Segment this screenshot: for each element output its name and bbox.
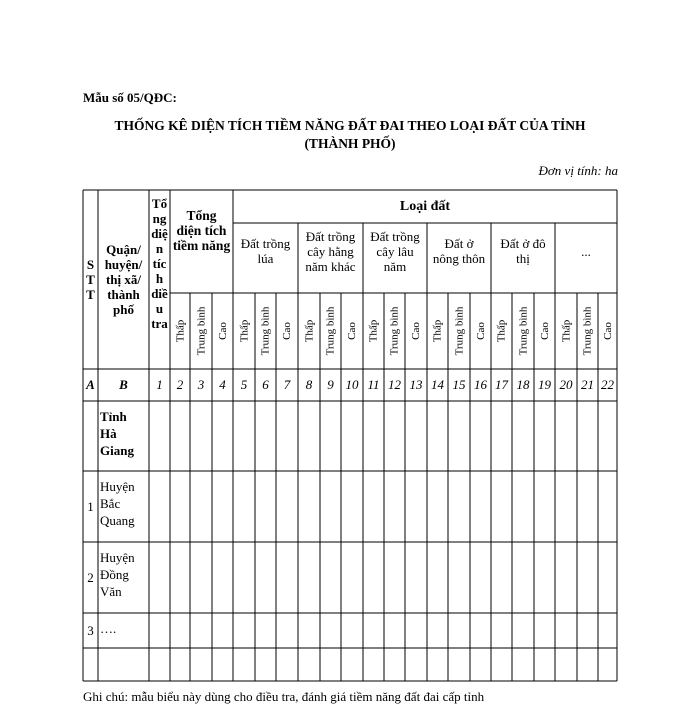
index-cell-B: B	[119, 377, 128, 392]
header-level-label: Thấp	[495, 319, 508, 343]
header-level-20	[577, 293, 598, 369]
header-level-11	[384, 293, 405, 369]
header-level-7	[298, 293, 320, 369]
header-level-label: Cao	[601, 322, 614, 340]
index-cell-16: 16	[474, 377, 487, 392]
header-level-12	[405, 293, 427, 369]
row-stt: 1	[87, 498, 94, 514]
header-level-8	[320, 293, 341, 369]
header-level-17	[512, 293, 534, 369]
index-cell-6: 6	[262, 377, 269, 392]
header-level-label: Thấp	[367, 319, 380, 343]
header-level-label: Cao	[345, 322, 358, 340]
header-category-1: Đất trồng lúa	[240, 236, 291, 266]
index-cell-18: 18	[516, 377, 530, 392]
header-category-5: Đất ở đô thị	[500, 236, 546, 266]
header-level-5	[255, 293, 276, 369]
index-cell-1: 1	[156, 377, 163, 392]
index-cell-22: 22	[601, 377, 614, 392]
row-name: ….	[100, 621, 117, 636]
row-name: Tỉnh Hà Giang	[100, 409, 134, 458]
header-level-label: Cao	[538, 322, 551, 340]
index-cell-4: 4	[219, 377, 226, 392]
header-level-15	[470, 293, 491, 369]
index-cell-8: 8	[305, 377, 313, 392]
header-level-9	[341, 293, 363, 369]
form-title-line-2: (THÀNH PHỐ)	[304, 136, 396, 151]
index-cell-12: 12	[388, 377, 401, 392]
index-cell-21: 21	[581, 377, 594, 392]
header-level-label: Cao	[474, 322, 487, 340]
header-level-label: Trung bình	[517, 306, 529, 356]
index-cell-A: A	[86, 377, 95, 392]
header-category-2: Đất trồng cây hằng năm khác	[305, 228, 356, 274]
unit-label: Đơn vị tính: ha	[538, 163, 618, 178]
index-cell-2: 2	[176, 377, 184, 392]
form-title-line-1: THỐNG KÊ DIỆN TÍCH TIỀM NĂNG ĐẤT ĐAI THEO LOẠI ĐẤT CỦA TỈNH	[114, 118, 586, 133]
header-level-label: Trung bình	[453, 306, 465, 356]
row-stt: 2	[87, 569, 94, 585]
header-level-label: Thấp	[560, 319, 573, 343]
header-level-label: Trung bình	[195, 306, 207, 356]
row-name: Huyện Đồng Văn	[100, 550, 135, 599]
header-level-21	[598, 293, 617, 369]
header-level-label: Trung bình	[324, 306, 337, 356]
header-district: Quận/ huyện/ thị xã/ thành phố	[104, 242, 143, 317]
index-cell-20: 20	[559, 377, 573, 392]
index-cell-19: 19	[538, 377, 551, 392]
header-level-2	[190, 293, 212, 369]
header-level-label: Cao	[216, 322, 229, 340]
header-level-label: Trung bình	[581, 306, 594, 356]
header-category-4: Đất ở nông thôn	[432, 236, 486, 266]
header-land-type: Loại đất	[399, 199, 451, 214]
header-level-19	[555, 293, 577, 369]
header-level-label: Thấp	[303, 319, 316, 343]
header-level-16	[491, 293, 512, 369]
header-level-3	[212, 293, 233, 369]
header-total-area: Tổ ng diệ n tíc h diề u tra	[151, 196, 168, 331]
index-cell-15: 15	[452, 377, 466, 392]
header-level-1	[170, 293, 190, 369]
row-stt	[83, 401, 98, 471]
header-level-14	[448, 293, 470, 369]
header-potential-area: Tổng diện tích tiềm năng	[172, 208, 231, 253]
index-cell-11: 11	[367, 377, 380, 392]
header-level-label: Cao	[409, 322, 422, 340]
header-level-13	[427, 293, 448, 369]
row-stt: 3	[87, 622, 94, 638]
index-cell-10: 10	[345, 377, 359, 392]
header-level-label: Thấp	[238, 319, 251, 343]
header-stt: S T T	[86, 257, 95, 302]
footnote: Ghi chú: mẫu biểu này dùng cho điều tra, đánh giá tiềm năng đất đai cấp tỉnh	[83, 689, 485, 704]
form-code: Mẫu số 05/QĐC:	[83, 90, 177, 105]
header-level-18	[534, 293, 555, 369]
index-cell-3: 3	[197, 377, 205, 392]
header-category-6: ...	[581, 243, 591, 259]
header-level-label: Thấp	[174, 319, 187, 343]
header-level-label: Thấp	[431, 319, 444, 343]
index-cell-17: 17	[495, 377, 508, 392]
header-level-10	[363, 293, 384, 369]
header-level-6	[276, 293, 298, 369]
header-level-label: Cao	[280, 322, 293, 340]
row-name: Huyện Bắc Quang	[100, 479, 135, 528]
index-cell-9: 9	[327, 377, 334, 392]
index-cell-5: 5	[240, 377, 248, 392]
header-level-label: Trung bình	[259, 306, 272, 356]
header-level-4	[233, 293, 255, 369]
index-cell-14: 14	[431, 377, 444, 392]
header-level-label: Trung bình	[388, 306, 401, 356]
index-cell-7: 7	[283, 377, 291, 392]
header-category-3: Đất trồng cây lâu năm	[370, 228, 420, 274]
row-stt	[83, 648, 98, 681]
index-cell-13: 13	[409, 377, 423, 392]
